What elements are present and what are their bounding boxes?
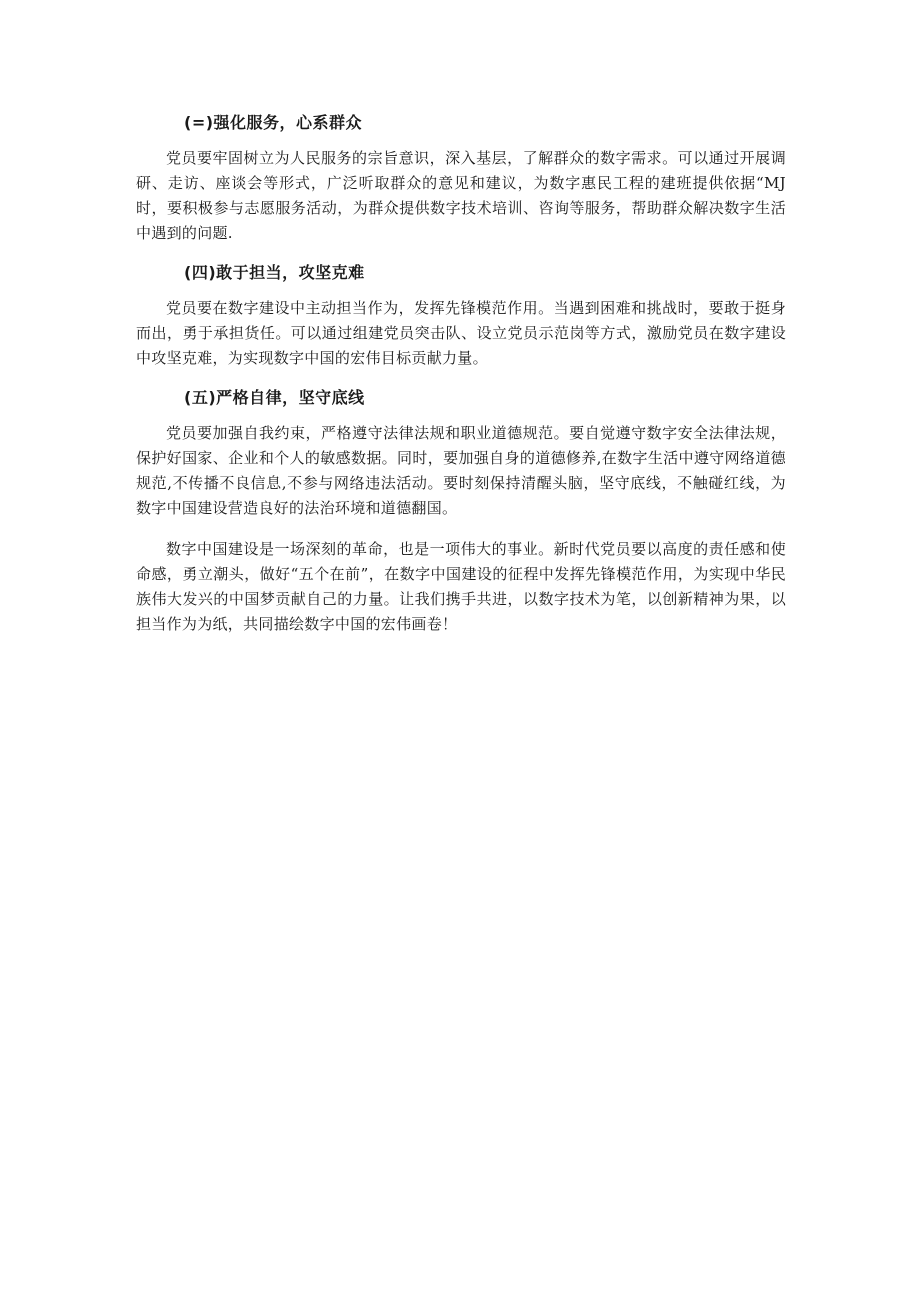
section-heading: (五)严格自律，坚守底线 (184, 388, 365, 407)
section-paragraph: 党员要在数字建设中主动担当作为，发挥先锋模范作用。当遇到困难和挑战时，要敢于挺身而出，勇于承担货任。可以通过组建党员突击队、设立党员示范岗等方式，激励党员在数字建设中攻坚克难，为实现数字中国的宏伟目标贡献力量。 (136, 299, 786, 367)
section-take-responsibility (136, 262, 786, 371)
section-strengthen-service (136, 112, 786, 246)
section-paragraph: 党员要牢固树立为人民服务的宗旨意识，深入基层，了解群众的数字需求。可以通过开展调研、走访、座谈会等形式，广泛听取群众的意见和建议，为数字惠民工程的建班提供依据“MJ时，要积极参与志愿服务活动，为群众提供数字技术培训、咨询等服务，帮助群众解决数字生活中遇到的问题. (136, 149, 786, 242)
closing-paragraph: 数字中国建设是一场深刻的革命，也是一项伟大的事业。新时代党员要以高度的责任感和使命感，勇立潮头，做好“五个在前”，在数字中国建设的征程中发挥先锋模范作用，为实现中华民族伟大发兴的中国梦贡献自己的力量。让我们携手共进，以数字技术为笔，以创新精神为果，以担当作为为纸，共同描绘数字中国的宏伟画卷！ (136, 540, 786, 633)
section-heading: (=)强化服务，心系群众 (184, 113, 363, 132)
section-paragraph: 党员要加强自我约束，严格遵守法律法规和职业道德规范。要自觉遵守数字安全法律法规，保护好国家、企业和个人的敏感数据。同时，要加强自身的道德修养,在数字生活中遵守网络道德规范,不传播不良信息,不参与网络违法活动。要时刻保持清醒头脑，坚守底线，不触碰红线，为数字中国建设营造良好的法治环境和道德翻国。 (136, 424, 786, 517)
section-self-discipline (136, 387, 786, 521)
section-heading: (四)敢于担当，攻坚克难 (184, 263, 365, 282)
document-body (136, 112, 786, 653)
